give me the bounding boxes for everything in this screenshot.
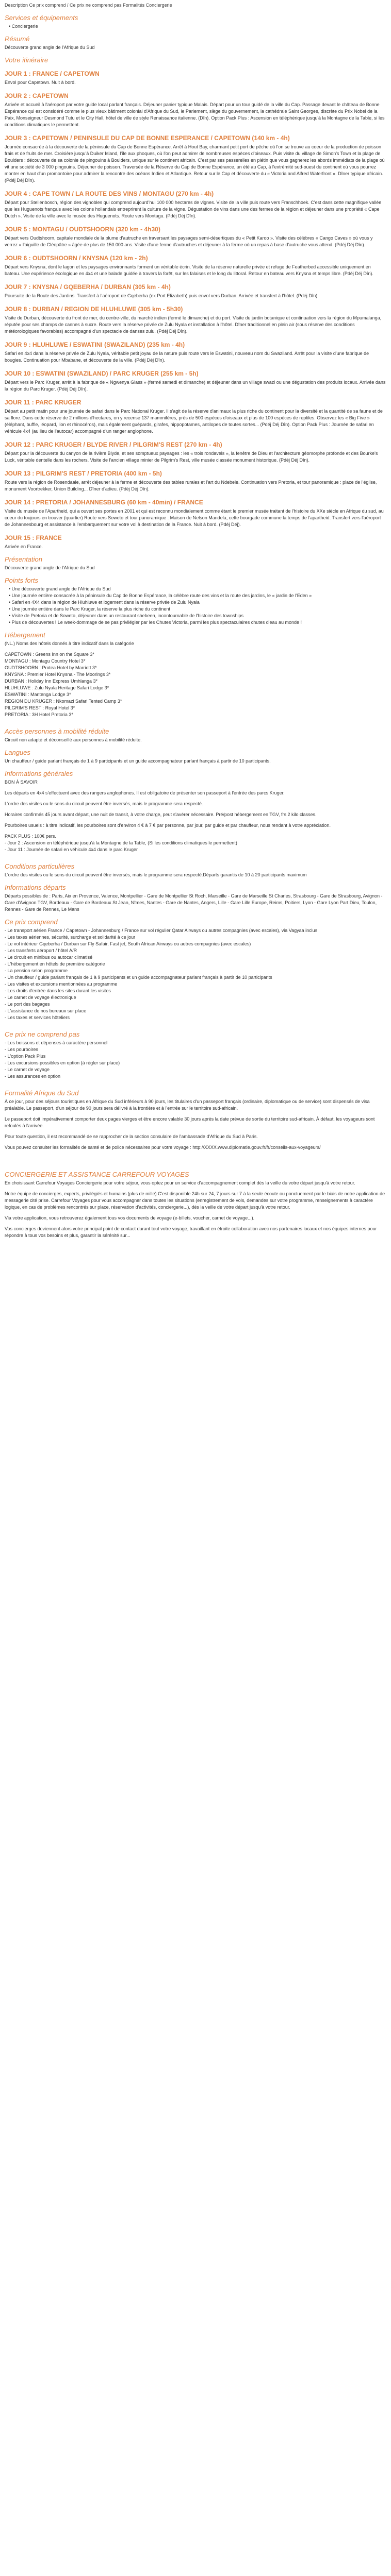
itinerary-day <box>5 399 386 435</box>
hebergement-intro: (NL.) Noms des hôtels donnés à titre indicatif dans la catégorie <box>5 641 134 646</box>
langues-text: Un chauffeur / guide parlant français de 1 à 9 participants et un guide accompagnateur parlant français à partir de 10 participants. <box>5 758 271 764</box>
hotel-line: CAPETOWN : Greens Inn on the Square 3* <box>5 652 94 657</box>
formalite-text: À ce jour, pour des séjours touristiques en Afrique du Sud inférieurs à 90 jours, les titulaires d'un passeport français (ordinaire, diplomatique ou de service) sont dispensés de visa préalable. Le passeport, d'un séjour de 90 jours sera délivré à la frontière et à l'entrée sur le territoire sud-africain. <box>5 1099 370 1111</box>
day-text: Envol pour Capetown. Nuit à bord. <box>5 80 76 85</box>
formalite-text: Le passeport doit impérativement comporter deux pages vierges et être encore valable 30 jours après la date prévue de sortie du territoire sud-africain. À défaut, les voyageurs sont refoulés à l'arrivée. <box>5 1116 375 1128</box>
list-item: - Le vol intérieur Gqeberha / Durban sur Fly Safair, Fast jet, South African Airways ou autres compagnies (avec escales) <box>5 941 251 946</box>
list-item: - La pension selon programme <box>5 968 68 973</box>
list-item: - Le carnet de voyage électronique <box>5 995 76 1000</box>
resume-text: Découverte grand angle de l'Afrique du Sud <box>5 45 95 50</box>
day-heading: JOUR 11 : PARC KRUGER <box>5 399 82 406</box>
itinerary-day <box>5 306 386 335</box>
list-item: • Plus de découvertes ! Le week-dommage de se pas privilégier par les Chutes Victoria, parmi les plus spectaculaires chutes d'eau au monde ! <box>9 619 386 626</box>
hotel-line: PILGRIM'S REST : Royal Hotel 3* <box>5 705 75 710</box>
product-description-page <box>0 0 391 1248</box>
list-item: - Les assurances en option <box>5 1074 61 1079</box>
list-item: - Les visites et excursions mentionnées au programme <box>5 981 118 987</box>
list-item: • Une découverte grand angle de l'Afrique du Sud <box>9 586 386 592</box>
infos-line: L'ordre des visites ou le sens du circuit peuvent être inversés, mais le programme sera respecté. <box>5 801 203 806</box>
itinerary-day <box>5 190 386 219</box>
infos-line: BON À SAVOIR <box>5 779 38 785</box>
conciergerie-text: Notre équipe de concierges, experts, privilégiés et humains (plus de mille) C'est disponible 24h sur 24, 7 jours sur 7 à la seule écoute ou ponctuement par le biais de notre application de messagerie cité prise. Carrefour Voyages pour vous accompagner dans toutes les situations (enregistrement de vols, demandes sur votre programme, renseignements à caractère logique, en cas de problèmes rencontrés sur place, réservation d'activités, conciergerie...), dès la veille de votre départ jusqu'à votre retour. <box>5 1191 385 1210</box>
list-item: - L'option Pack Plus <box>5 1054 46 1059</box>
infos-line: - Jour 11 : Journée de safari en véhicule 4x4 dans le parc Kruger <box>5 847 138 852</box>
list-item: • Une journée entière dans le Parc Kruger, la réserve la plus riche du continent <box>9 606 386 613</box>
conditions-text: L'ordre des visites ou le sens du circuit peuvent être inversés, mais le programme sera respecté.Départs garantis de 10 à 20 participants maximum <box>5 872 307 877</box>
conciergerie-text: Via votre application, vous retrouverez également tous vos documents de voyage (e-billets, voucher, carnet de voyage...). <box>5 1215 255 1221</box>
list-item: • Une journée entière consacrée à la péninsule du Cap de Bonne Espérance, la célèbre route des vins et la route des jardins, le « jardin de l'Eden » <box>9 592 386 599</box>
infos-line: - Jour 2 : Ascension en téléphérique jusqu'à la Montagne de la Table, (Si les conditions climatiques le permettent) <box>5 840 237 845</box>
day-heading: JOUR 7 : KNYSNA / GQEBERHA / DURBAN (305 km - 4h) <box>5 283 171 291</box>
comprend-title: Ce prix comprend <box>5 918 58 926</box>
day-text: Départ au petit matin pour une journée de safari dans le Parc National Kruger. Il s'agit de la réserve d'animaux la plus riche du continent pour la diversité et la quantité de sa faune et de sa flore. Dans cette réserve de 2 millions d'hectares, on y recense 137 mammifères, près de 500 espèces d'oiseaux et plus de 100 espèces de reptiles. Observez les « Big Five » (éléphant, buffle, léopard, lion et rhinocéros), mais également guépards, girafes, hippopotames, antilopes de toutes sortes... (Pdéj Déj Dîn). Option Pack Plus : Journée de safari en véhicule 4x4 (au lieu de l'autocar) accompagné d'un ranger anglophone. <box>5 409 383 434</box>
departs-title: Informations départs <box>5 884 66 891</box>
day-heading: JOUR 3 : CAPETOWN / PENINSULE DU CAP DE BONNE ESPERANCE / CAPETOWN (140 km - 4h) <box>5 134 290 142</box>
infos-title: Informations générales <box>5 770 73 777</box>
formalite-title: Formalité Afrique du Sud <box>5 1089 79 1097</box>
hotel-line: PRETORIA : 3H Hotel Pretoria 3* <box>5 712 73 717</box>
day-heading: JOUR 4 : CAPE TOWN / LA ROUTE DES VINS / MONTAGU (270 km - 4h) <box>5 190 214 197</box>
day-heading: JOUR 1 : FRANCE / CAPETOWN <box>5 70 100 77</box>
hotel-line: OUDTSHOORN : Protea Hotel by Marriott 3* <box>5 665 97 670</box>
hotel-line: REGION DU KRUGER : Nkomazi Safari Tented Camp 3* <box>5 699 122 704</box>
resume-title: Résumé <box>5 35 30 43</box>
list-item: - Un chauffeur / guide parlant français de 1 à 9 participants et un guide accompagnateur parlant français à partir de 10 participants <box>5 975 272 980</box>
day-text: Safari en 4x4 dans la réserve privée de Zulu Nyala, véritable petit joyau de la nature puis route vers le Eswatini, nouveau nom du Swaziland. Arrêt pour la visite d'une fabrique de bougies. Continuation pour Mbabane, et découverte de la ville. (Pdéj Déj Dîn). <box>5 351 369 363</box>
list-item: - Les boissons et dépenses à caractère personnel <box>5 1040 108 1045</box>
conciergerie-text: En choisissant Carrefour Voyages Conciergerie pour votre séjour, vous optez pour un service d'accompagnement complet dès la veille du votre départ jusqu'à votre retour. <box>5 1180 355 1185</box>
day-text: Poursuite de la Route des Jardins. Transfert à l'aéroport de Gqeberha (ex Port Elizabeth) puis envol vers Durban. Arrivée et transfert à l'hôtel. (Pdéj Dîn). <box>5 293 319 298</box>
day-heading: JOUR 9 : HLUHLUWE / ESWATINI (SWAZILAND) (235 km - 4h) <box>5 341 185 348</box>
list-item: - Le transport aérien France / Capetown - Johannesburg / France sur vol régulier Qatar Airways ou autres compagnies (avec escales), via Vagyaa inclus <box>5 928 318 933</box>
day-heading: JOUR 5 : MONTAGU / OUDTSHOORN (320 km - 4h30) <box>5 226 160 233</box>
hotel-list <box>5 651 386 718</box>
hotel-line: DURBAN : Holiday Inn Express Umhlanga 3* <box>5 679 98 684</box>
formalite-text: Vous pouvez consulter les formalités de santé et de police nécessaires pour votre voyage : http://XXXX.www.diplomatie.gouv.fr/fr/conseils-aux-voyageurs/ <box>5 1145 321 1150</box>
itinerary-day <box>5 534 386 550</box>
hotel-line: ESWATINI : Mantenga Lodge 3* <box>5 692 71 697</box>
day-text: Départ vers Oudtshoorn, capitale mondiale de la plume d'autruche en traversant les paysages semi-désertiques du « Petit Karoo ». Visite des célèbres « Cango Caves » où vous y verrez « l'aiguille de Cléopâtre » âgée de plus de 150.000 ans. Visite d'une ferme d'autruches et déjeuner à la ferme où un repas à base d'autruche vous attend. (Pdéj Déj Dîn). <box>5 235 373 247</box>
hotel-line: HLUHLUWE : Zulu Nyala Heritage Safari Lodge 3* <box>5 685 109 690</box>
day-text: Départ vers Knysna, dont le lagon et les paysages environnants forment un véritable écrin. Visite de la réserve naturelle privée et refuge de Featherbed accessible uniquement en bateau. Une expérience écologique en 4x4 et une balade guidée à travers la forêt, sur les falaises et le long du littoral. Retour en bateau vers Knysna et temps libre. (Pdéj Déj Dîn). <box>5 264 373 276</box>
list-item: - Le port des bagages <box>5 1002 50 1007</box>
formalite-text: Pour toute question, il est recommandé de se rapprocher de la section consulaire de l'ambassade d'Afrique du Sud à Paris. <box>5 1134 258 1139</box>
day-heading: JOUR 15 : FRANCE <box>5 534 62 541</box>
day-heading: JOUR 10 : ESWATINI (SWAZILAND) / PARC KRUGER (255 km - 5h) <box>5 370 199 377</box>
necomprend-list <box>5 1040 386 1080</box>
day-heading: JOUR 12 : PARC KRUGER / BLYDE RIVER / PILGRIM'S REST (270 km - 4h) <box>5 441 222 448</box>
section-tabs: Description Ce prix comprend / Ce prix ne comprend pas Formalités Conciergerie <box>5 3 172 8</box>
comprend-list <box>5 927 386 1021</box>
infos-line: Les départs en 4x4 s'effectuent avec des rangers anglophones. Il est obligatoire de présenter son passeport à l'entrée des parcs Kruger. <box>5 790 285 795</box>
list-item: • Conciergerie <box>9 23 386 30</box>
day-heading: JOUR 2 : CAPETOWN <box>5 92 69 99</box>
day-text: Départ pour Stellenbosch, région des vignobles qui comprend aujourd'hui 100 000 hectares de vignes. Visite de la ville puis route vers Franschhoek. C'est dans cette magnifique vallée que les Huguenots français avec les colons hollandais entreprirent la culture de la vigne. Dégustation de vins dans une des fermes de la région et déjeuner dans une propriété « Cape Dutch ». Visite de la ville avec le musée des Huguenots. Route vers Montagu. (Pdéj Déj Dîn). <box>5 200 382 218</box>
conciergerie-title: CONCIERGERIE ET ASSISTANCE CARREFOUR VOYAGES <box>5 1171 189 1178</box>
day-text: Route vers la région de Rosendaale, arrêt déjeuner à la ferme et découverte des tables rurales et l'art du Ndebele. Continuation vers Pretoria, et tour panoramique : place de l'église, monument Voortrekker, Union Building... Dîner d'adieu. (Pdéj Déj Dîn). <box>5 480 377 492</box>
list-item: - Les excursions possibles en option (à régler sur place) <box>5 1060 120 1065</box>
list-item: - Le carnet de voyage <box>5 1067 50 1072</box>
hotel-line: KNYSNA : Premier Hotel Knysna - The Moorings 3* <box>5 672 111 677</box>
day-text: Journée consacrée à la découverte de la péninsule du Cap de Bonne Espérance. Arrêt à Hout Bay, charmant petit port de pêche où l'on se trouve au coeur de la production de poisson frais et de fruits de mer. Croisière jusqu'à Duiker Island, l'île aux phoques, où l'on peut admirer de nombreuses espèces d'oiseaux. Puis visite du village de Simon's Town et la plage de Boulders : découverte de sa colonie de pingouins à Boulders, unique sur le continent africain. C'est par ses passerelles en piétin que vous gagnerez les abords immédiats de la plage où vit une société de 3 000 pingouins. Déjeuner de poisson. Traversée de la Réserve du Cap de Bonne Espérance, un été au Cap, à l'extrémité sud-ouest du continent où vous pourrez monter en haut d'un promontoire pour admirer la rencontre des océans Indien et Atlantique. Retour sur le Cap et découverte du « Victoria and Alfred Waterfront ». Dîner typique africain. (Pdéj Déj Dîn). <box>5 144 385 183</box>
acces-title: Accès personnes à mobilité réduite <box>5 727 109 735</box>
itinerary-day <box>5 226 386 248</box>
list-item: • Safari en 4X4 dans la région de Hluhluwe et logement dans la réserve privée de Zulu Nyala <box>9 599 386 606</box>
hotel-line: MONTAGU : Montagu Country Hotel 3* <box>5 658 86 664</box>
list-item: - Le circuit en minibus ou autocar climatisé <box>5 955 93 960</box>
list-item: - Les droits d'entrée dans les sites durant les visites <box>5 988 111 993</box>
infos-line: PACK PLUS : 100€ pers. <box>5 834 56 839</box>
langues-title: Langues <box>5 749 30 756</box>
points-title: Points forts <box>5 577 39 584</box>
conciergerie-text: Vos concierges deviennent alors votre principal point de contact durant tout votre voyage, travaillant en étroite collaboration avec nos partenaires locaux et nos équipes internes pour répondre à tous vos besoins et plus, garantir la sérénité sur... <box>5 1226 377 1238</box>
points-list <box>5 586 386 626</box>
day-text: Arrivée et accueil à l'aéroport par votre guide local parlant français. Déjeuner panier typique Malais. Départ pour un tour guidé de la ville du Cap. Passage devant le château de Bonne Espérance qui est considéré comme le plus vieux bâtiment colonial d'Afrique du Sud, le Parlement, siège du gouvernement, la cathédrale Saint Georges, discrète du Prix Nobel de la Paix, Monseigneur Desmond Tutu et le City Hall, hôtel de ville de style Renaissance italienne. (Dîn). Option Pack Plus : Ascension en téléphérique jusqu'à la Montagne de la Table, si les conditions climatiques le permettent. <box>5 102 385 127</box>
list-item: - Les taxes et services hôteliers <box>5 1015 70 1020</box>
services-list <box>5 23 386 30</box>
itinerary-day <box>5 70 386 86</box>
itinerary-day <box>5 134 386 184</box>
list-item: - Les transferts aéroport / hôtel A/R <box>5 948 77 953</box>
services-title: Services et équipements <box>5 14 78 22</box>
itinerary-day <box>5 92 386 128</box>
acces-text: Circuit non adapté et déconseillé aux personnes à mobilité réduite. <box>5 737 142 742</box>
presentation-text: Découverte grand angle de l'Afrique du Sud <box>5 565 95 570</box>
hebergement-title: Hébergement <box>5 631 45 639</box>
infos-line: Pourboires usuels : à titre indicatif, les pourboires sont d'environ 4 € à 7 € par personne, par jour, par guide et par chauffeur, nous rendant à votre appréciation. <box>5 823 331 828</box>
day-heading: JOUR 8 : DURBAN / REGION DE HLUHLUWE (305 km - 5h30) <box>5 306 183 313</box>
itinerary-day <box>5 470 386 493</box>
list-item: - L'assistance de nos bureaux sur place <box>5 1008 87 1013</box>
day-text: Visite de Durban, découverte du front de mer, du centre-ville, du marché indien (fermé le dimanche) et du port. Visite du jardin botanique et continuation vers la région du Mpumalanga, réputée pour ses champs de cannes à sucre. Route vers la réserve privée de Zulu Nyala et installation à l'hôtel. Dîner traditionnel en plein air (sous réserve des conditions météorologiques favorables) accompagné d'un spectacle de danses zulu. (Pdéj Déj Dîn). <box>5 315 382 334</box>
list-item: - Les taxes aériennes, sécurité, surcharge et solidarité à ce jour <box>5 935 136 940</box>
day-text: Départ vers le Parc Kruger, arrêt à la fabrique de « Ngwenya Glass » (fermé samedi et dimanche) et déjeuner dans un village swazi ou une dégustation des produits locaux. Arrivée dans la région du Parc Kruger. (Pdéj Déj Dîn). <box>5 380 386 392</box>
itinerary-day <box>5 370 386 393</box>
day-text: Visite du musée de l'Apartheid, qui a ouvert ses portes en 2001 et qui est reconnu mondialement comme étant le premier musée traitant de l'histoire du XXe siècle en Afrique du sud, au coeur du toujours en trouver (quartier) Route vers Soweto et tour panoramique : Maison de Nelson Mandela, cette bourgade commune la temps de l'apartheid. Transfert vers l'aéroport de Johannesbourg et assistance à l'embarquement sur votre vol à destination de la France. Nuit à bord. (Pdéj Déj). <box>5 509 384 527</box>
itinerary-day <box>5 255 386 277</box>
departs-text: Départs possibles de : Paris, Aix en Provence, Valence, Montpellier - Gare de Montpellier St Roch, Marseille - Gare de Marseille St Charles, Strasbourg - Gare de Strasbourg, Avignon - Gare d'Avignon TGV, Bordeaux - Gare de Bordeaux St Jean, Nîmes, Nantes - Gare de Nantes, Angers, Lille - Gare Lille Europe, Reims, Poitiers, Lyon - Gare Lyon Part Dieu, Toulon, Rennes - Gare de Rennes, Le Mans <box>5 893 383 912</box>
presentation-title: Présentation <box>5 555 42 563</box>
list-item: • Visite de Pretoria et de Soweto, déjeuner dans un restaurant shebeen, incontournable de l'histoire des townships <box>9 613 386 619</box>
infos-line: Horaires confirmés 45 jours avant départ, une nuit de transit, à votre charge, peut s'avérer nécessaire. Pré/post hébergement en TGV, frs 2 kilo classes. <box>5 812 317 817</box>
list-item: - Les pourboires <box>5 1047 39 1052</box>
day-heading: JOUR 14 : PRETORIA / JOHANNESBURG (60 km - 40min) / FRANCE <box>5 499 203 506</box>
itinerary-day <box>5 441 386 464</box>
day-text: Départ pour la découverte du canyon de la rivière Blyde, et ses somptueux paysages : les « trois rondavels », la fenêtre de Dieu et l'architecture géomorphe profonde et des Bourke's Luck, véritable dentelle dans les rochers. Visite de l'ancien village minier de Pilgrim's Rest, ville musée classée monument historique. (Pdéj Déj Dîn). <box>5 451 378 463</box>
necomprend-title: Ce prix ne comprend pas <box>5 1030 80 1038</box>
day-heading: JOUR 13 : PILGRIM'S REST / PRETORIA (400 km - 5h) <box>5 470 162 477</box>
itinerary-title: Votre itinéraire <box>5 56 48 64</box>
itinerary-day <box>5 283 386 299</box>
day-heading: JOUR 6 : OUDTSHOORN / KNYSNA (120 km - 2h) <box>5 255 148 262</box>
conditions-title: Conditions particulières <box>5 862 75 870</box>
day-text: Arrivée en France. <box>5 544 43 549</box>
itinerary-day <box>5 341 386 364</box>
list-item: - L'hébergement en hôtels de première catégorie <box>5 961 105 967</box>
itinerary-day <box>5 499 386 528</box>
